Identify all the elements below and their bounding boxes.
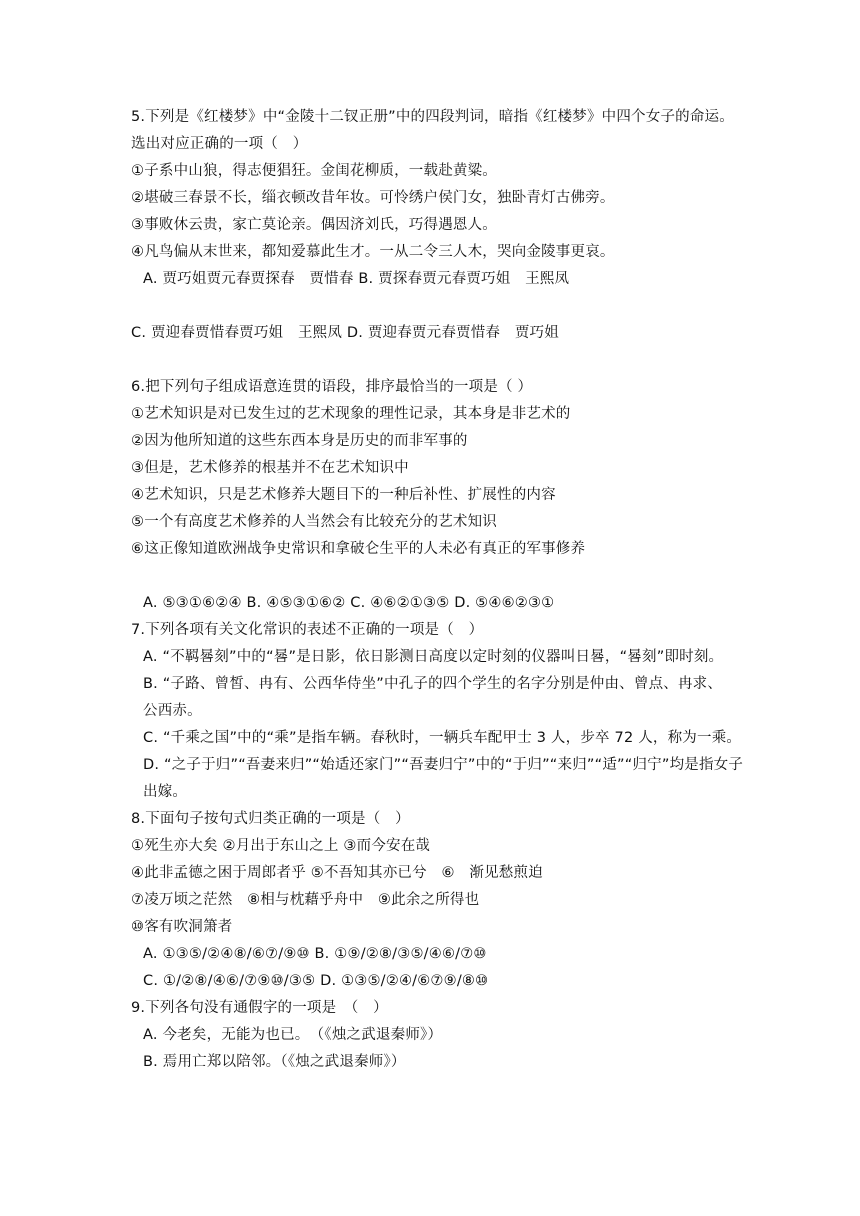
q8-sentences-row: ④此非孟德之困于周郎者乎 ⑤不吾知其亦已兮 ⑥ 渐见愁煎迫 (131, 865, 543, 881)
q7-option-b: B. “子路、曾皙、冉有、公西华侍坐”中孔子的四个学生的名字分别是仲由、曾点、冉求、 (143, 676, 723, 692)
q8-options-cd: C. ①/②⑧/④⑥/⑦⑨⑩/③⑤ D. ①③⑤/②④/⑥⑦⑨/⑧⑩ (143, 973, 489, 989)
q8-sentences-row: ⑦凌万顷之茫然 ⑧相与枕藉乎舟中 ⑨此余之所得也 (131, 892, 480, 908)
q9-stem: 9.下列各句没有通假字的一项是 （ ） (131, 1000, 388, 1016)
q7-option-a: A. “不羁晷刻”中的“晷”是日影，依日影测日高度以定时刻的仪器叫日晷，“晷刻”即时刻。 (143, 649, 724, 665)
q5-item: ②堪破三春景不长，缁衣顿改昔年妆。可怜绣户侯门女，独卧青灯古佛旁。 (131, 190, 615, 206)
q7-option-d-cont: 出嫁。 (143, 784, 188, 800)
q9-option-a: A. 今老矣，无能为也已。 （《烛之武退秦师》） (143, 1027, 443, 1043)
q5-options-ab: A. 贾巧姐贾元春贾探春 贾惜春 B. 贾探春贾元春贾巧姐 王熙凤 (143, 271, 570, 287)
q5-stem-line2: 选出对应正确的一项（ ） (131, 136, 308, 152)
q6-item: ①艺术知识是对已发生过的艺术现象的理性记录，其本身是非艺术的 (131, 406, 571, 422)
q6-item: ⑤一个有高度艺术修养的人当然会有比较充分的艺术知识 (131, 514, 497, 530)
q6-item: ②因为他所知道的这些东西本身是历史的而非军事的 (131, 433, 468, 449)
q8-options-ab: A. ①③⑤/②④⑧/⑥⑦/⑨⑩ B. ①⑨/②⑧/③⑤/④⑥/⑦⑩ (143, 946, 487, 962)
q7-option-d: D. “之子于归”“吾妻来归”“始适还家门”“吾妻归宁”中的“于归”“来归”“适”“归宁”均是指女子 (143, 757, 744, 773)
q7-option-c: C. “千乘之国”中的“乘”是指车辆。春秋时，一辆兵车配甲士 3 人，步卒 72 人，称为一乘。 (143, 730, 742, 746)
q7-option-b-cont: 公西赤。 (143, 703, 202, 719)
q7-stem: 7.下列各项有关文化常识的表述不正确的一项是（ ） (131, 622, 484, 638)
q5-stem-line1: 5.下列是《红楼梦》中“金陵十二钗正册”中的四段判词，暗指《红楼梦》中四个女子的命运。 (131, 109, 734, 125)
q5-item: ④凡鸟偏从末世来，都知爱慕此生才。一从二令三人木，哭向金陵事更哀。 (131, 244, 615, 260)
q5-item: ③事败休云贵，家亡莫论亲。偶因济刘氏，巧得遇恩人。 (131, 217, 497, 233)
q6-stem: 6.把下列句子组成语意连贯的语段，排序最恰当的一项是（ ） (131, 379, 533, 395)
q5-item: ①子系中山狼，得志便猖狂。金闺花柳质，一载赴黄粱。 (131, 163, 497, 179)
q8-sentences-row: ①死生亦大矣 ②月出于东山之上 ③而今安在哉 (131, 838, 431, 854)
q6-item: ⑥这正像知道欧洲战争史常识和拿破仑生平的人未必有真正的军事修养 (131, 541, 586, 557)
q5-options-cd: C. 贾迎春贾惜春贾巧姐 王熙凤 D. 贾迎春贾元春贾惜春 贾巧姐 (131, 325, 559, 341)
q8-stem: 8.下面句子按句式归类正确的一项是（ ） (131, 811, 410, 827)
q6-item: ③但是，艺术修养的根基并不在艺术知识中 (131, 460, 409, 476)
q6-options: A. ⑤③①⑥②④ B. ④⑤③①⑥② C. ④⑥②①③⑤ D. ⑤④⑥②③① (143, 595, 555, 611)
q8-sentences-row: ⑩客有吹洞箫者 (131, 919, 233, 935)
q6-item: ④艺术知识，只是艺术修养大题目下的一种后补性、扩展性的内容 (131, 487, 556, 503)
q9-option-b: B. 焉用亡郑以陪邻。（《烛之武退秦师》） (143, 1054, 406, 1070)
